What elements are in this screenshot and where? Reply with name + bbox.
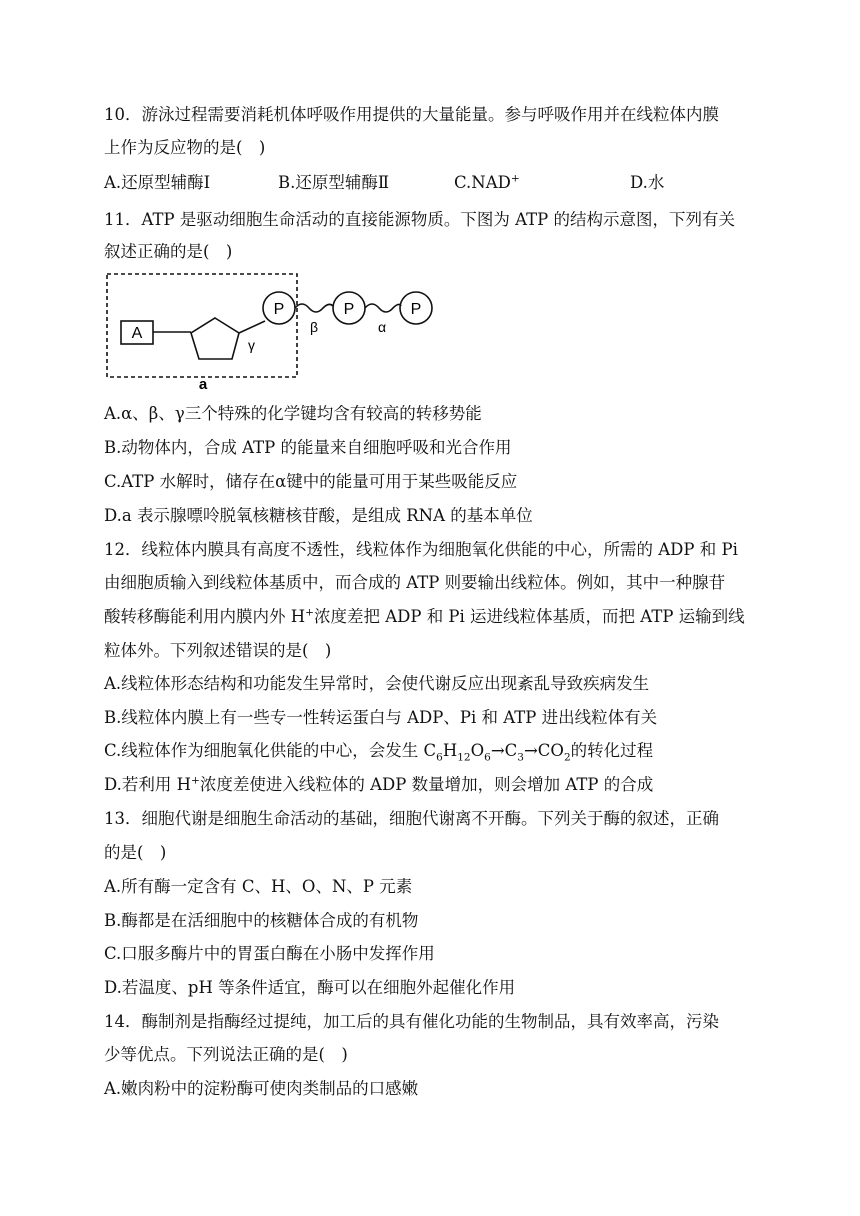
- atp-structure-diagram: [104, 270, 444, 392]
- q12-option-c-sub-3: 6: [484, 751, 491, 764]
- phosphate-3-label: P: [410, 301, 422, 318]
- q12-option-c-h: H: [442, 741, 458, 760]
- q12-option-c-pre: C.线粒体作为细胞氧化供能的中心，会发生 C: [104, 741, 437, 760]
- phosphate-1-label: P: [273, 301, 285, 318]
- q10-stem-line-2: 上作为反应物的是( ): [104, 138, 266, 157]
- ribose-pentagon: [191, 318, 239, 359]
- q11-option-d: D.a 表示腺嘌呤脱氧核糖核苷酸，是组成 RNA 的基本单位: [104, 506, 533, 525]
- q11-option-c: C.ATP 水解时，储存在α键中的能量可用于某些吸能反应: [104, 472, 518, 491]
- q14-option-a: A.嫩肉粉中的淀粉酶可使肉类制品的口感嫩: [104, 1079, 419, 1098]
- q12-option-c-sub-2: 12: [457, 751, 471, 764]
- q10-option-c-text: C.NAD: [454, 173, 511, 192]
- q13-stem-line-1: 13．细胞代谢是细胞生命活动的基础，细胞代谢离不开酶。下列关于酶的叙述，正确: [104, 809, 719, 828]
- alpha-bond-wave: [365, 304, 401, 312]
- q11-option-b: B.动物体内，合成 ATP 的能量来自细胞呼吸和光合作用: [104, 438, 512, 457]
- q11-option-a: A.α、β、γ三个特殊的化学键均含有较高的转移势能: [104, 404, 482, 423]
- q11-stem-line-2: 叙述正确的是( ): [104, 242, 233, 261]
- q12-option-c-o: O: [470, 741, 485, 760]
- q13-option-a: A.所有酶一定含有 C、H、O、N、P 元素: [104, 877, 413, 896]
- q12-option-d-sup: +: [191, 774, 200, 787]
- q10-options: [104, 172, 744, 194]
- q11-stem-line-1: 11．ATP 是驱动细胞生命活动的直接能源物质。下图为 ATP 的结构示意图，下列有关: [104, 210, 735, 229]
- q13-option-c: C.口服多酶片中的胃蛋白酶在小肠中发挥作用: [104, 944, 435, 963]
- sugar-phosphate-bond: [239, 321, 265, 333]
- q13-option-d: D.若温度、pH 等条件适宜，酶可以在细胞外起催化作用: [104, 978, 516, 997]
- q12-option-d-pre: D.若利用 H: [104, 775, 192, 794]
- q12-stem-line-3-pre: 酸转移酶能利用内膜内外 H: [104, 607, 306, 626]
- q12-stem-line-3: [104, 606, 745, 628]
- q10-stem-line-1: 10．游泳过程需要消耗机体呼吸作用提供的大量能量。参与呼吸作用并在线粒体内膜: [104, 105, 719, 124]
- q10-option-d: D.水: [630, 173, 665, 192]
- beta-bond-wave: [295, 304, 333, 312]
- q12-option-c-sub-4: 3: [517, 751, 524, 764]
- q10-option-c: [454, 172, 520, 194]
- q10-option-b: B.还原型辅酶Ⅱ: [278, 173, 390, 192]
- phosphate-2-label: P: [343, 301, 355, 318]
- q14-stem-line-1: 14．酶制剂是指酶经过提纯，加工后的具有催化功能的生物制品，具有效率高，污染: [104, 1012, 719, 1031]
- q13-option-b: B.酶都是在活细胞中的核糖体合成的有机物: [104, 911, 419, 930]
- q13-stem-line-2: 的是( ): [104, 843, 167, 862]
- region-a-label: a: [198, 376, 208, 392]
- q12-option-d: [104, 774, 653, 796]
- q12-option-a: A.线粒体形态结构和功能发生异常时，会使代谢反应出现紊乱导致疾病发生: [104, 674, 650, 693]
- q12-option-c-arrow-2: →CO: [523, 741, 564, 760]
- q12-stem-line-1: 12．线粒体内膜具有高度不透性，线粒体作为细胞氧化供能的中心，所需的 ADP 和 Pi: [104, 540, 738, 559]
- q12-option-c-post: 的转化过程: [570, 741, 654, 760]
- q12-stem-line-4: 粒体外。下列叙述错误的是( ): [104, 641, 332, 660]
- q14-stem-line-2: 少等优点。下列说法正确的是( ): [104, 1045, 348, 1064]
- q12-stem-line-2: 由细胞质输入到线粒体基质中，而合成的 ATP 则要输出线粒体。例如，其中一种腺苷: [104, 573, 726, 592]
- alpha-label: α: [378, 319, 387, 335]
- q12-option-c-arrow-1: →C: [490, 741, 518, 760]
- gamma-label: γ: [248, 337, 255, 353]
- q12-option-b: B.线粒体内膜上有一些专一性转运蛋白与 ADP、Pi 和 ATP 进出线粒体有关: [104, 708, 658, 727]
- q12-option-c-sub-5: 2: [563, 751, 571, 764]
- beta-label: β: [310, 319, 319, 335]
- q12-stem-line-3-sup: +: [305, 606, 314, 619]
- q12-option-c: [104, 740, 653, 762]
- q12-stem-line-3-post: 浓度差把 ADP 和 Pi 运进线粒体基质，而把 ATP 运输到线: [313, 607, 745, 626]
- q12-option-d-post: 浓度差使进入线粒体的 ADP 数量增加，则会增加 ATP 的合成: [199, 775, 654, 794]
- q10-option-c-sup: +: [510, 172, 520, 185]
- q10-option-a: A.还原型辅酶Ⅰ: [104, 173, 211, 192]
- q12-option-c-sub-1: 6: [436, 751, 443, 764]
- adenine-label: A: [131, 325, 143, 342]
